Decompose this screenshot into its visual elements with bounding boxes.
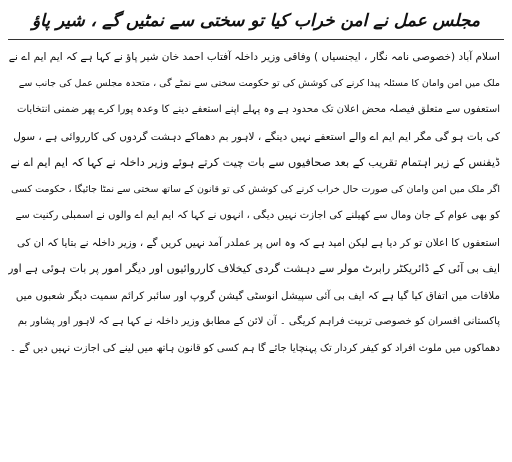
article-line: کی بات ہو گی مگر ایم ایم اے والے استعفے نہیں دینگے ، لاہور بم دھماکے دہشت گردوں کی کارروائی ہے ، سول [13,130,500,143]
article-line: پاکستانی افسران کو خصوصی تربیت فراہم کریگی ۔ آن لائن کے مطابق وزیر داخلہ نے کہا ہے کہ لاہور اور پشاور بم [17,316,500,327]
article-line: ملک میں امن وامان کا مسئلہ پیدا کرنے کی کوشش کی تو حکومت سختی سے نمٹے گی ، متحدہ مجلس عمل کی جانب سے [18,77,500,89]
article-line: اسلام آباد (خصوصی نامہ نگار ، ایجنسیاں ) وفاقی وزیر داخلہ آفتاب احمد خان شیر پاؤ نے کہا ہے کہ ایم ایم اے نے [8,51,500,63]
article-headline: مجلس عمل نے امن خراب کیا تو سختی سے نمٹیں گے ، شیر پاؤ [31,11,481,31]
article-line: استعفوں کا اعلان تو کر دیا ہے لیکن امید ہے کہ وہ اس پر عملدر آمد نہیں کریں گے ، وزیر داخلہ نے بتایا کہ ان کی [16,236,500,249]
article-body [8,44,500,460]
article-line: ایف بی آئی کے ڈائریکٹر رابرٹ مولر سے دہشت گردی کیخلاف کارروائیوں اور دیگر امور پر بات ہوئی ہے اور [8,262,500,275]
article-line: ملاقات میں اتفاق کیا گیا ہے کہ ایف بی آئی سپیشل انوسٹی گیشن گروپ اور سائبر کرائم سمیت دیگر شعبوں میں [15,289,500,302]
article-line: کو بھی عوام کے جان ومال سے کھیلنے کی اجازت نہیں دیگی ، انہوں نے کہا کہ ایم ایم اے والوں نے اسمبلی رکنیت سے [15,210,500,221]
article-line: اگر ملک میں امن وامان کی صورت حال خراب کرنے کی کوشش کی تو قانون کے ساتھ سختی سے نمٹا جائیگا ، حکومت کسی [11,183,500,195]
headline-divider [8,39,504,40]
article-line: استعفوں سے متعلق فیصلہ محض اعلان تک محدود ہے وہ پہلے اپنے استعفے دینے کا وعدہ پورا کرے پھر ضمنی انتخابات [16,104,500,115]
article-line: دھماکوں میں ملوث افراد کو کیفر کردار تک پہنچایا جائے گا ہم کسی کو قانون ہاتھ میں لینے کی اجازت نہیں دیں گے ۔ [10,342,500,354]
article-line: ڈیفنس کے زیر اہتمام تقریب کے بعد صحافیوں سے بات چیت کرتے ہوئے وزیر داخلہ نے کہا کہ ایم ایم اے نے [10,156,500,169]
